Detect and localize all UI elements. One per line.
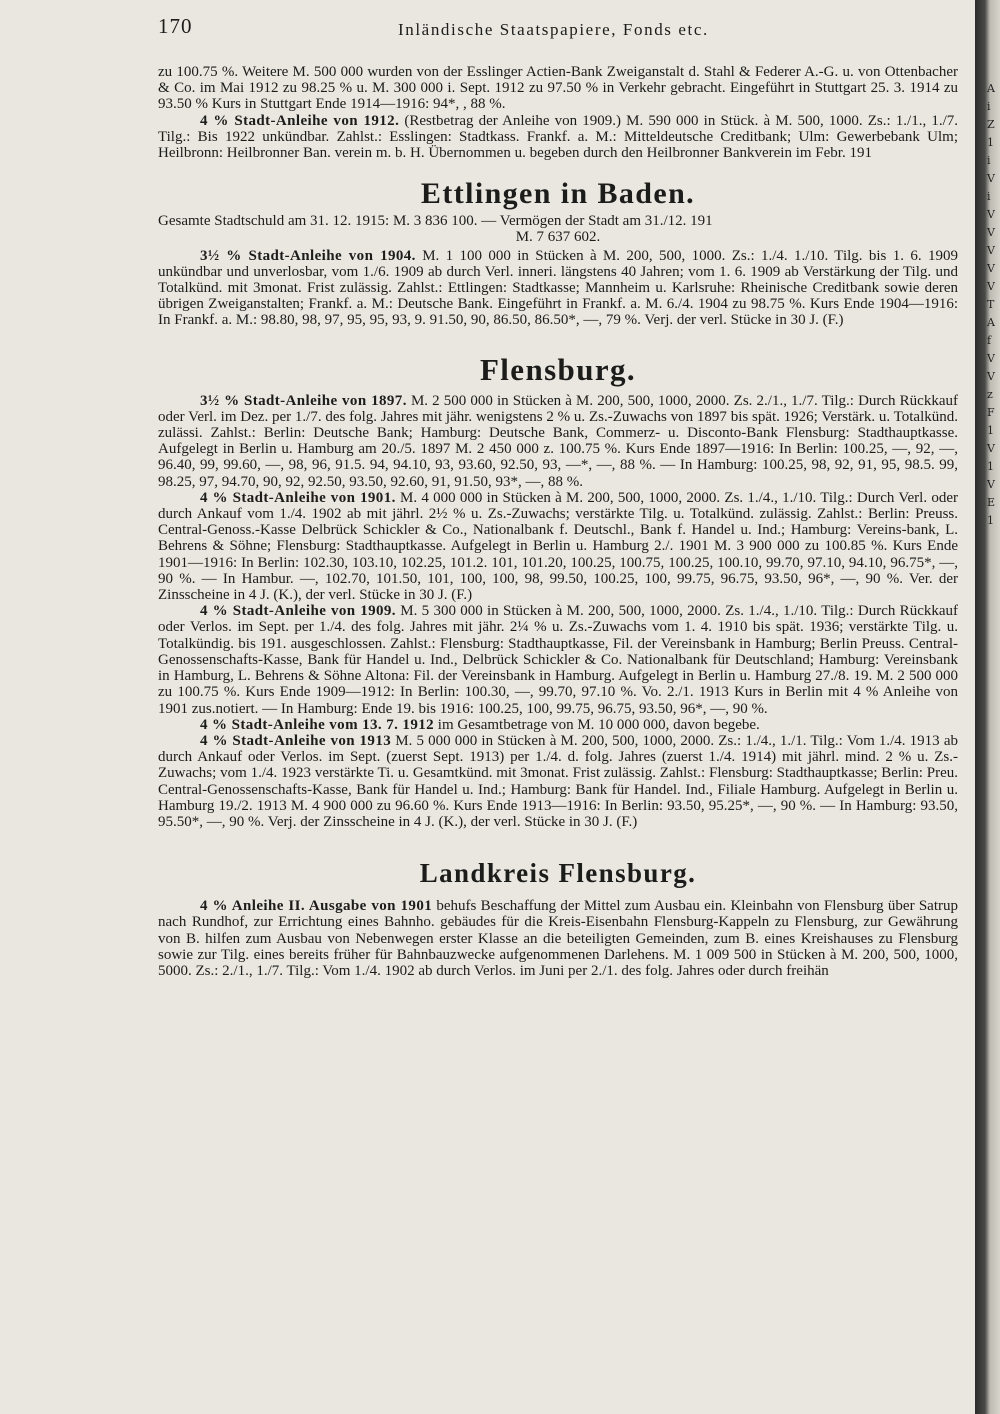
entry-body: im Gesamtbetrage von M. 10 000 000, davon begebe. (434, 716, 760, 733)
entry-body: (Restbetrag der Anleihe von 1909.) M. 590 000 in Stück. à M. 500, 1000. Zs.: 1./1., 1./7. Tilg.: Bis 1922 unkündbar. Zahlst.: Esslingen: Stadtkass. Frankf. a. M.: Mitteldeutsche Creditbank; Ulm: Gewerbebank Ulm; Heilbronn: Heilbronner Ban. verein m. b. H. Übernommen u. begeben durch den Heilbronner Bankverein im Febr. 191 (158, 112, 958, 162)
entry-heading: 4 % Stadt-Anleihe von 1909. (200, 603, 396, 620)
entry-body: M. 5 300 000 in Stücken à M. 200, 500, 1000, 2000. Zs. 1./4., 1./10. Tilg.: Durch Rückkauf oder Verlos. im Sept. per 1./4. des folg. Jahres mit jähr. 2¼ % u. Zs.-Zuwachs vom 1. 4. 1910 bis spät. 1936; verstärkte Tilg. u. Totalkündig. bis 191. ausgeschlossen. Zahlst.: Flensburg: Stadthauptkasse, Fil. der Vereinsbank in Hamburg; Berlin Preuss. Central-Genossenschafts-Kasse, Bank für Handel u. Ind., Delbrück Schickler & Co. Nationalbank für Deutschland; Hamburg: Vereinsbank in Hamburg, L. Behrens & Söhne Altona: Fil. der Vereinsbank in Hamburg. Aufgelegt in Berlin u. Hamburg 27./8. 19. M. 2 500 000 zu 100.75 %. Kurs Ende 1909—1912: In Berlin: 100.30, —, 99.70, 97.10 %. Vo. 2./1. 1913 Kurs in Berlin mit 4 % Anleihe von 1901 zus.notiert. — In Hamburg: Ende 19. bis 1916: 100.25, 100, 99.75, 96.75, 93.50, 96*, —, 90 %. (158, 603, 959, 717)
entry-flensburg-1909 (158, 603, 958, 716)
section-title-main: Flensburg. (558, 858, 697, 889)
entry-heading: 3½ % Stadt-Anleihe von 1897. (200, 392, 407, 409)
continued-paragraph: zu 100.75 %. Weitere M. 500 000 wurden von der Esslinger Actien-Bank Zweiganstalt d. Stahl & Federer A.-G. u. von Ottenbacher & Co. im Mai 1912 zu 98.25 % u. M. 300 000 i. Sept. 1912 zu 97.50 % in Verkehr gebracht. Eingeführt in Stuttgart 25. 3. 1914 zu 93.50 % Kurs in Stuttgart Ende 1914—1916: 94*, , 88 %. (158, 64, 958, 113)
entry-esslingen-1912 (158, 113, 958, 162)
page-number: 170 (158, 14, 193, 38)
entry-body: M. 2 500 000 in Stücken à M. 200, 500, 1000, 2000. Zs. 2./1., 1./7. Tilg.: Durch Rückkauf oder Verl. im Dez. per 1./7. des folg. Jahres mit jähr. wenigstens 2 % u. Zs.-Zuwachs von 1897 bis spät. 1926; Verstärk. u. Totalkünd. zulässi. Zahlst.: Berlin: Deutsche Bank; Hamburg: Deutsche Bank, Commerz- u. Disconto-Bank Flensburg: Stadthauptkasse. Aufgelegt in Berlin u. Hamburg am 20./5. 1897 M. 2 450 000 z. 100.75 %. Kurs Ende 1897—1916: In Berlin: 100.25, —, 92, —, 96.40, 99, 99.60, —, 98, 96, 91.5. 94, 94.10, 93, 93.60, 92.50, 93, —*, —, 88 %. — In Hamburg: 100.25, 98, 92, 91, 95, 98.5. 99, 98.25, 97, 94.70, 90, 92, 92.50, 93.50, 92.60, 91, 91.50, 93*, —, 88 %. (158, 392, 958, 490)
section-title-landkreis-flensburg (158, 856, 958, 890)
debt-summary: Gesamte Stadtschuld am 31. 12. 1915: M. 3 836 100. — Vermögen der Stadt am 31./12. 191 (158, 213, 713, 230)
section-title-suffix: in Baden. (551, 177, 696, 211)
entry-body: M. 5 000 000 in Stücken à M. 200, 500, 1000, 2000. Zs.: 1./4., 1./1. Tilg.: Vom 1./4. 1913 ab durch Ankauf oder Verlos. im Sept. (zuerst Sept. 1913) per 1./4. d. folg. Jahres (zuerst 1./4. 1914) mit jährl. mind. 2 % u. Zs.-Zuwachs; vom 1./4. 1923 verstärkte Ti. u. Gesamtkünd. mit 3monat. Frist zulässig. Zahlst.: Flensburg: Stadthauptkasse; Berlin: Preu. Central-Genossenschafts-Kasse, Bank für Handel u. Ind.; Hamburg: Bank für Handel. Ind., Filiale Hamburg. Aufgelegt in Berlin u. Hamburg 19./2. 1913 M. 4 900 000 zu 96.60 %. Kurs Ende 1913—1916: In Berlin: 93.50, 95.25*, —, 90 %. — In Hamburg: 93.50, 95.50*, —, 90 %. Verj. der Zinsscheine in 4 J. (K.), der verl. Stücke in 30 J. (F.) (158, 732, 958, 830)
entry-flensburg-1913 (158, 733, 958, 830)
page-header (158, 14, 958, 46)
entry-body: behufs Beschaffung der Mittel zum Ausbau ein. Kleinbahn von Flensburg über Satrup nach Rundhof, zur Errichtung eines Bahnho. gebäudes für die Kreis-Eisenbahn Flensburg-Kappeln zu Flensburg, zur Gewährung von B. hilfen zum Ausbau von Nebenwegen erster Klasse an die beteiligten Gemeinden, zum B. eines Kreishauses zu Flensburg sowie zur Tilg. eines bereits früher für Bahnbauzwecke aufgenommenen Darlehens. M. 1 009 500 in Stücken à M. 200, 500, 1000, 5000. Zs.: 2./1., 1./7. Tilg.: Vom 1./4. 1902 ab durch Verlos. im Juni per 2./1. des folg. Jahres oder durch freihän (158, 898, 958, 979)
entry-body: M. 1 100 000 in Stücken à M. 200, 500, 1000. Zs.: 1./4. 1./10. Tilg. bis 1. 6. 1909 unkündbar und unverlosbar, vom 1./6. 1909 ab durch Verl. inneri. längstens 40 Jahren; vom 1. 6. 1909 ab Verstärkung der Tilg. und Totalkünd. mit 3monat. Frist zulässig. Zahlst.: Ettlingen: Stadtkasse; Mannheim u. Karlsruhe: Rheinische Creditbank sowie deren übrigen Zweiganstalten; Frankf. a. M.: Deutsche Bank. Eingeführt in Frankf. a. M. 6./4. 1904 zu 98.75 %. Kurs Ende 1904—1916: In Frankf. a. M.: 98.80, 98, 97, 95, 95, 93, 9. 91.50, 90, 86.50, 86.50*, —, 79 %. Verj. der verl. Stücke in 30 J. (F.) (158, 247, 958, 329)
entry-body: M. 4 000 000 in Stücken à M. 200, 500, 1000, 2000. Zs. 1./4., 1./10. Tilg.: Durch Verl. oder durch Ankauf vom 1./4. 1902 ab mit jährl. 2½ % u. Zs.-Zuwachs; verstärkte Tilg. u. Totalkünd. zulässig. Zahlst.: Berlin: Preuss. Central-Genoss.-Kasse Delbrück Schickler & Co., Nationalbank f. Deutschl., Bank f. Handel u. Ind.; Hamburg: Vereins-bank, L. Behrens & Söhne; Flensburg: Stadthauptkasse. Aufgelegt in Berlin u. Hamburg 2./. 1901 M. 3 900 000 zu 100.85 %. Kurs Ende 1901—1916: In Berlin: 102.30, 103.10, 102.25, 101.2. 101, 101.20, 100.25, 100.75, 100.25, 100.10, 99.70, 97.10, 94.10, 96.75*, —, 90 %. — In Hambur. —, 102.70, 101.50, 101, 100, 100, 98, 99.50, 100.25, 100, 99.75, 96.75, 93.50, 96*, —, 90 %. Ver. der Zinsscheine in 4 J. (K.), der verl. Stücke in 30 J. (F.) (158, 489, 959, 604)
adjacent-page-text: AiZ1iViVVVVVTAfVVzF1V1VE1 (987, 82, 996, 527)
entry-heading: 4 % Stadt-Anleihe von 1901. (200, 489, 396, 506)
entry-heading: 4 % Stadt-Anleihe von 1913 (200, 732, 392, 749)
entry-heading: 3½ % Stadt-Anleihe von 1904. (200, 247, 416, 264)
adjacent-page-edge (975, 0, 1000, 1414)
section-title-ettlingen (158, 177, 958, 211)
entry-flensburg-1901 (158, 490, 958, 603)
section-title-prefix: Landkreis (419, 858, 559, 889)
debt-summary-value: M. 7 637 602. (515, 229, 601, 246)
section-title-flensburg: Flensburg. (479, 351, 637, 387)
entry-heading: 4 % Anleihe II. Ausgabe von 1901 (200, 898, 433, 915)
entry-heading: 4 % Stadt-Anleihe von 1912. (200, 112, 400, 129)
section-title-main: Ettlingen (420, 177, 552, 211)
entry-heading: 4 % Stadt-Anleihe vom 13. 7. 1912 (200, 716, 435, 733)
running-title: Inländische Staatspapiere, Fonds etc. (398, 20, 709, 39)
entry-flensburg-1897 (158, 393, 958, 490)
entry-ettlingen-1904 (158, 248, 958, 329)
page-content (158, 14, 959, 979)
entry-flensburg-1912 (158, 717, 958, 733)
entry-landkreis-1901 (158, 898, 958, 979)
